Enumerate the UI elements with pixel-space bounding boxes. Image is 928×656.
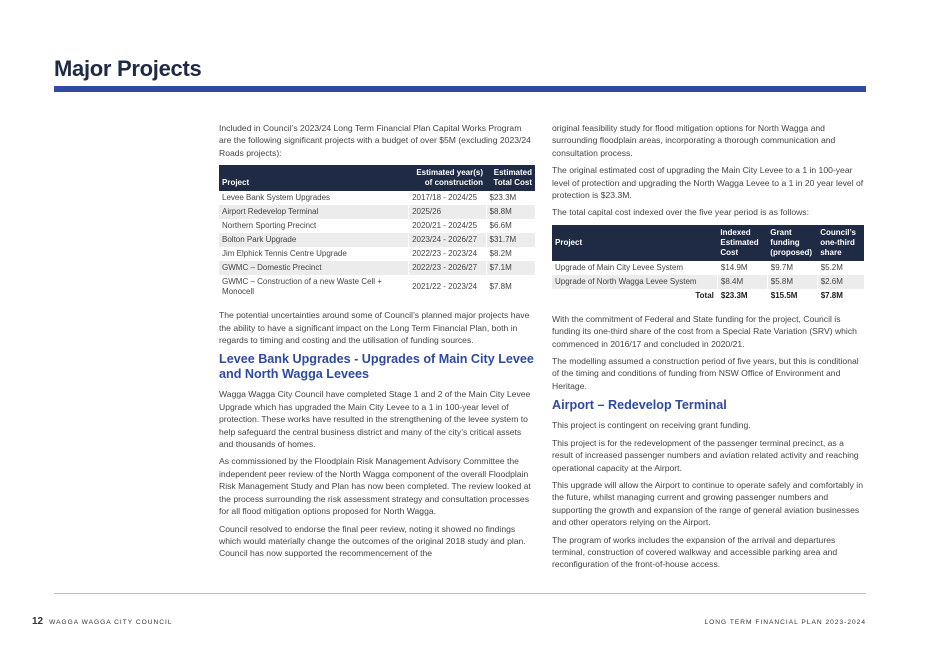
cell-years: 2022/23 - 2023/24	[409, 247, 486, 261]
cell-total-grant: $15.5M	[767, 289, 817, 303]
table-row	[219, 191, 535, 205]
header-project: Project	[219, 165, 409, 191]
header-years: Estimated year(s) of construction	[409, 165, 486, 191]
table-total-row	[552, 289, 864, 303]
levee-paragraph-3: Council resolved to endorse the final peer review, noting it showed no findings which would materially change the outcomes of the original 2018 study and plan. Council has now supported the recommencement of the	[219, 523, 526, 559]
footer-rule	[54, 593, 866, 594]
airport-paragraph-3: This upgrade will allow the Airport to continue to operate safely and comfortably in the future, whilst managing current and growing passenger numbers and supporting the growth and expansion of the range of general aviation businesses and other operators relying on the Airport.	[552, 479, 863, 528]
cell-cost: $31.7M	[486, 233, 535, 247]
airport-paragraph-2: This project is for the redevelopment of the passenger terminal precinct, as a result of increased passenger numbers and aviation related activity and reaching operational capacity at the Airport.	[552, 437, 859, 473]
table-row	[219, 205, 535, 219]
cell-project: Levee Bank System Upgrades	[222, 193, 331, 203]
airport-heading: Airport – Redevelop Terminal	[552, 398, 727, 413]
cell-grant-funding: $5.8M	[767, 275, 817, 289]
major-projects-table	[219, 165, 535, 299]
levee-cost-table	[552, 225, 864, 303]
table-header-row	[219, 165, 535, 191]
header-council-share: Council’s one-third share	[817, 225, 864, 261]
cell-cost: $8.8M	[486, 205, 535, 219]
cell-cost: $8.2M	[486, 247, 535, 261]
cell-project: Jim Elphick Tennis Centre Upgrade	[222, 249, 347, 259]
levee-paragraph-2: As commissioned by the Floodplain Risk Management Advisory Committee the independent peer review of the North Wagga component of the overall Floodplain Risk Management Study and Plan has now been completed. The review looked at the process surrounding the risk assessment strategy and consultation processes for all flood mitigation options proposed for North Wagga.	[219, 456, 531, 517]
header-indexed-cost: Indexed Estimated Cost	[717, 225, 767, 261]
feasibility-paragraph: original feasibility study for flood mitigation options for North Wagga and surrounding floodplain areas, incorporating a thorough communication and consultation process.	[552, 123, 836, 158]
cell-indexed-cost: $14.9M	[717, 261, 767, 275]
cell-project: Northern Sporting Precinct	[222, 221, 317, 231]
right-column	[552, 122, 864, 576]
cell-years: 2025/26	[409, 205, 486, 219]
left-column	[219, 122, 535, 565]
modelling-paragraph: The modelling assumed a construction period of five years, but this is conditional of the timing and conditions of funding from NSW Office of Environment and Heritage.	[552, 356, 859, 391]
cell-years: 2020/21 - 2024/25	[409, 219, 486, 233]
cell-cost: $23.3M	[486, 191, 535, 205]
cell-project: Bolton Park Upgrade	[219, 233, 409, 247]
cell-project: Upgrade of North Wagga Levee System	[552, 275, 717, 289]
cell-indexed-cost: $8.4M	[717, 275, 767, 289]
header-grant-funding: Grant funding (proposed)	[767, 225, 817, 261]
cell-project: GWMC – Construction of a new Waste Cell + Monocell	[222, 277, 382, 297]
table-row	[219, 219, 535, 233]
cell-cost: $6.6M	[486, 219, 535, 233]
cell-project: Airport Redevelop Terminal	[219, 205, 409, 219]
table-header-row	[552, 225, 864, 261]
cell-years: 2021/22 - 2023/24	[409, 275, 486, 299]
cell-cost: $7.1M	[486, 261, 535, 275]
footer-document-title: LONG TERM FINANCIAL PLAN 2023-2024	[704, 619, 866, 626]
table-row	[552, 275, 864, 289]
cell-grant-funding: $9.7M	[767, 261, 817, 275]
page-number: 12	[32, 616, 44, 627]
table-row	[219, 233, 535, 247]
cell-total-indexed: $23.3M	[717, 289, 767, 303]
airport-paragraph-1: This project is contingent on receiving grant funding.	[552, 420, 751, 431]
cell-project: Upgrade of Main City Levee System	[555, 262, 684, 272]
funding-commitment-paragraph: With the commitment of Federal and State funding for the project, Council is funding its one-third share of the cost from a Special Rate Variation (SRV) which commenced in 2016/17 and concluded in 2020/21.	[552, 313, 857, 349]
footer-left	[32, 616, 173, 627]
airport-paragraph-4: The program of works includes the expansion of the arrival and departures terminal, construction of covered walkway and accessible parking area and reconfiguration of the front-of-house access.	[552, 534, 838, 570]
estimated-cost-paragraph: The original estimated cost of upgrading the Main City Levee to a 1 in 100-year level of protection and upgrading the North Wagga Levee to a 1 in 20 year level of protection is $23.3M.	[552, 165, 864, 201]
cell-total-label: Total	[695, 290, 714, 300]
cell-years: 2023/24 - 2026/27	[409, 233, 486, 247]
intro-paragraph: Included in Council’s 2023/24 Long Term Financial Plan Capital Works Program are the following significant projects with a budget of over $5M (excluding 2023/24 Roads projects):	[219, 123, 531, 158]
table-row	[552, 261, 864, 275]
cell-council-share: $5.2M	[817, 261, 864, 275]
cell-years: 2017/18 - 2024/25	[409, 191, 486, 205]
indexed-cost-paragraph: The total capital cost indexed over the five year period is as follows:	[552, 207, 809, 218]
cell-project: GWMC – Domestic Precinct	[219, 261, 409, 275]
table-row	[219, 275, 535, 299]
title-rule	[54, 86, 866, 92]
cell-cost: $7.8M	[486, 275, 535, 299]
table-row	[219, 247, 535, 261]
levee-paragraph-1: Wagga Wagga City Council have completed Stage 1 and 2 of the Main City Levee Upgrade which has upgraded the Main City Levee to a 1 in 100-year level of protection. These works have resulted in the strengthening of the levee system to help safeguard the central business district and many of the city’s critical assets and thousands of homes.	[219, 389, 531, 450]
header-cost: Estimated Total Cost	[486, 165, 535, 191]
page-title: Major Projects	[54, 56, 202, 81]
cell-total-council: $7.8M	[817, 289, 864, 303]
table-row	[219, 261, 535, 275]
cell-council-share: $2.6M	[817, 275, 864, 289]
header-project: Project	[552, 225, 717, 261]
levee-heading: Levee Bank Upgrades - Upgrades of Main City Levee and North Wagga Levees	[219, 352, 534, 382]
uncertainties-paragraph: The potential uncertainties around some of Council’s planned major projects have the ability to have a significant impact on the Long Term Financial Plan, both in regards to timing and costing and the utilisation of funding sources.	[219, 310, 530, 346]
footer-org: WAGGA WAGGA CITY COUNCIL	[49, 619, 173, 626]
cell-years: 2022/23 - 2026/27	[409, 261, 486, 275]
